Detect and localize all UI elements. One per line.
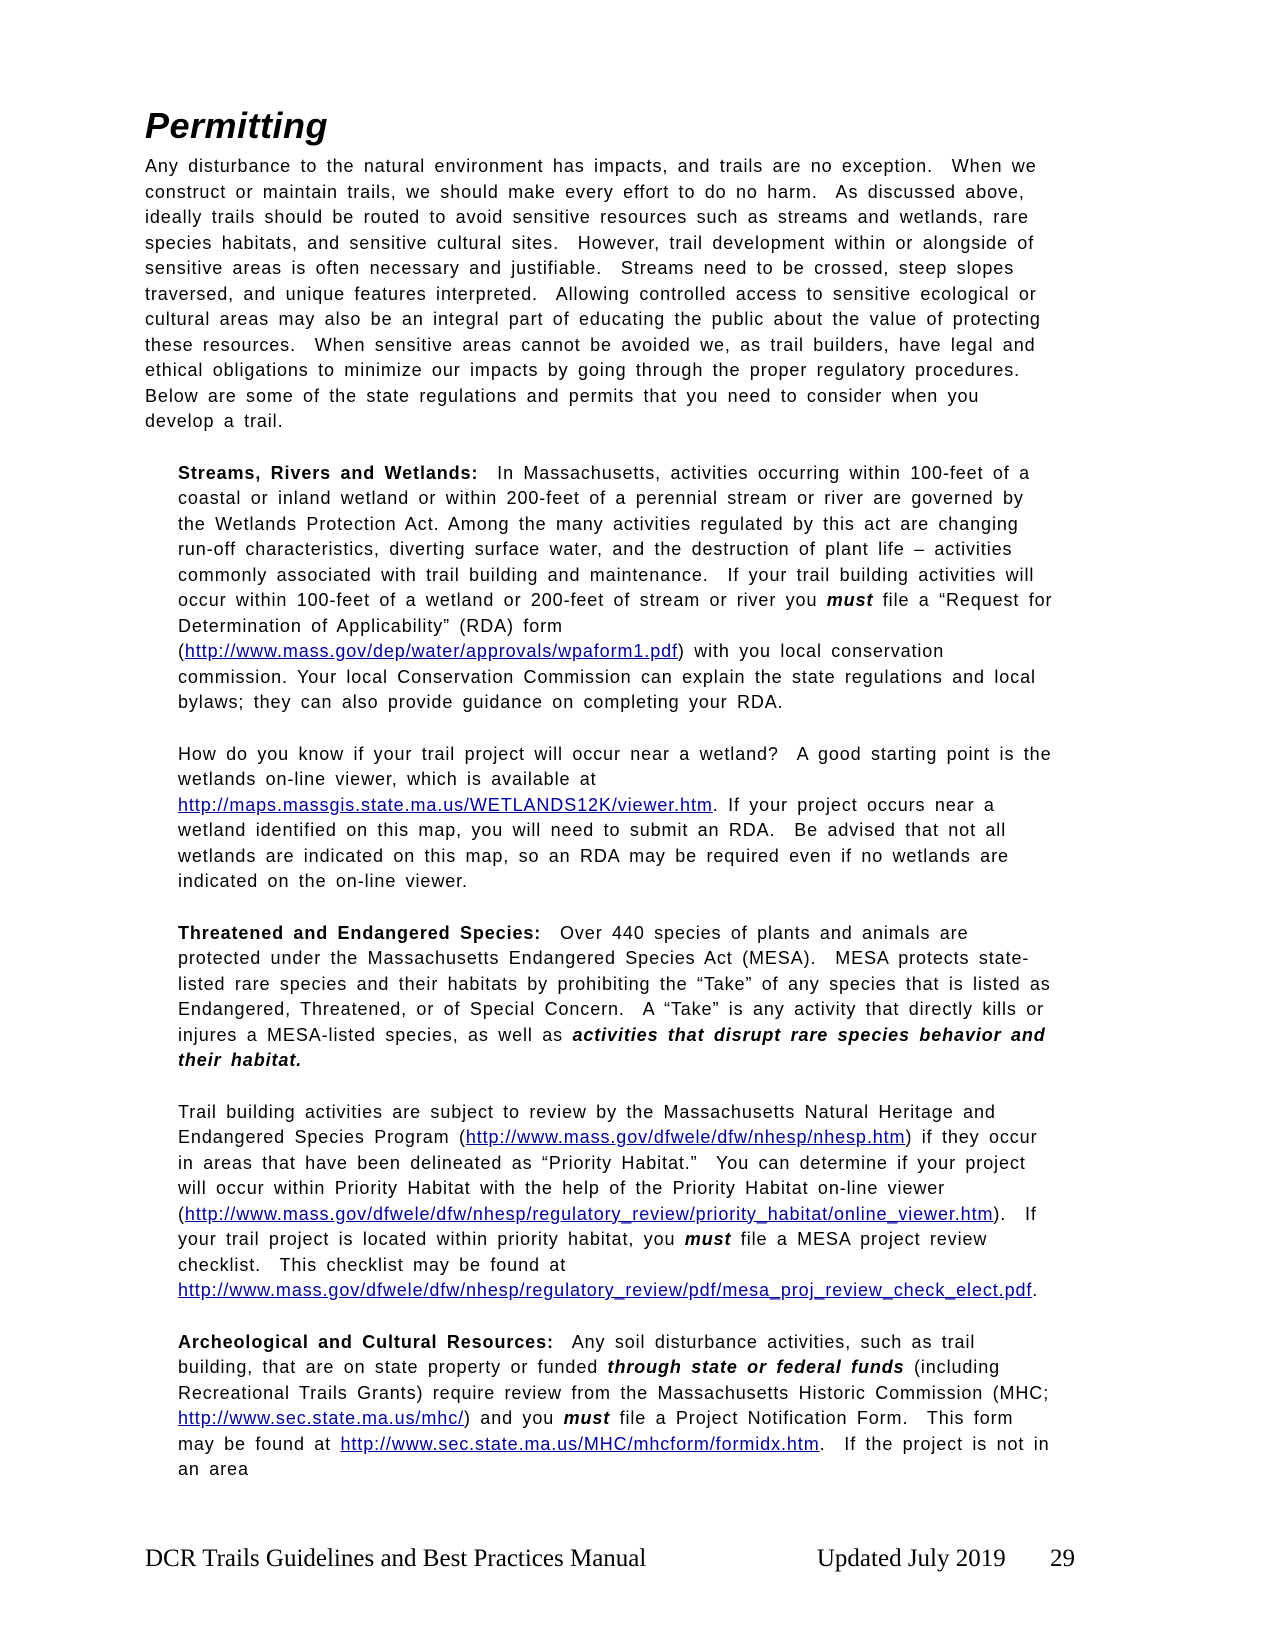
- hyperlink[interactable]: http://www.mass.gov/dfwele/dfw/nhesp/regulatory_review/priority_habitat/online_viewer.htm: [184, 1203, 994, 1224]
- footer-page-number: 29: [1050, 1545, 1075, 1572]
- wetlands-viewer-paragraph: [178, 742, 1061, 895]
- text-run: How do you know if your trail project will occur near a wetland? A good starting point is the wetlands on-line viewer, which is available at: [178, 743, 1061, 789]
- text-run: must: [563, 1408, 611, 1428]
- text-run: Over 440 species of plants and animals are protected under the Massachusetts Endangered Species Act (MESA). MESA protects state-listed rare species and their habitats by prohibiting the “Take” of any species that is listed as Endangered, Threatened, or of Special Concern. A “Take” is any activity that directly kills or injures a MESA-listed species, as well as: [178, 922, 1061, 1045]
- page-title: Permitting: [145, 105, 329, 146]
- text-run: must: [684, 1229, 732, 1249]
- hyperlink[interactable]: http://www.mass.gov/dfwele/dfw/nhesp/nhesp.htm: [465, 1127, 906, 1147]
- text-run: ) and you: [464, 1408, 564, 1428]
- hyperlink[interactable]: http://www.mass.gov/dfwele/dfw/nhesp/regulatory_review/pdf/mesa_proj_review_check_elect.pdf: [178, 1280, 1033, 1300]
- text-run: activities that disrupt rare species behavior and their habitat.: [178, 1024, 1056, 1070]
- text-run: . If the project is not in an area: [178, 1433, 1059, 1479]
- streams-rivers-wetlands-paragraph: [178, 461, 1062, 716]
- hyperlink[interactable]: http://www.mass.gov/dep/water/approvals/wpaform1.pdf: [184, 641, 678, 661]
- text-run: In Massachusetts, activities occurring within 100-feet of a coastal or inland wetland or within 200-feet of a perennial stream or river are governed by the Wetlands Protection Act. Among the many activities regulated by this act are changing run-off characteristics, diverting surface water, and the destruction of plant life – activities commonly associated with trail building and maintenance. If your trail building activities will occur within 100-feet of a wetland or 200-feet of stream or river you: [178, 462, 1044, 610]
- hyperlink[interactable]: http://www.sec.state.ma.us/MHC/mhcform/formidx.htm: [340, 1433, 820, 1454]
- text-run: . If your project occurs near a wetland identified on this map, you will need to submit an RDA. Be advised that not all wetlands are indicated on this map, so an RDA may be required even if no wetlands are indicated on the on-line viewer.: [178, 794, 1019, 891]
- hyperlink[interactable]: http://maps.massgis.state.ma.us/WETLANDS12K/viewer.htm: [178, 794, 713, 815]
- priority-habitat-paragraph: [178, 1100, 1053, 1304]
- document-body: [145, 154, 1080, 1483]
- text-run: through state or federal funds: [607, 1357, 905, 1377]
- text-run: file a MESA project review checklist. This checklist may be found at: [178, 1229, 997, 1275]
- intro-paragraph: [145, 154, 1050, 435]
- text-run: Archeological and Cultural Resources:: [178, 1331, 554, 1352]
- archeological-cultural-resources-paragraph: [178, 1330, 1059, 1483]
- text-run: Any disturbance to the natural environment has impacts, and trails are no exception. When we construct or maintain trails, we should make every effort to do no harm. As discussed above, ideally trails should be routed to avoid sensitive resources such as streams and wetlands, rare species habitats, and sensitive cultural sites. However, trail development within or alongside of sensitive areas is often necessary and justifiable. Streams need to be crossed, steep slopes traversed, and unique features interpreted. Allowing controlled access to sensitive ecological or cultural areas may also be an integral part of educating the public about the value of protecting these resources. When sensitive areas cannot be avoided we, as trail builders, have legal and ethical obligations to minimize our impacts by going through the proper regulatory procedures. Below are some of the state regulations and permits that you need to consider when you develop a trail.: [145, 156, 1051, 431]
- hyperlink[interactable]: http://www.sec.state.ma.us/mhc/: [178, 1408, 464, 1428]
- text-run: Trail building activities are subject to review by the Massachusetts Natural Heritage and Endangered Species Program (: [178, 1101, 1006, 1147]
- threatened-endangered-species-paragraph: [178, 921, 1061, 1074]
- text-run: file a Project Notification Form. This form may be found at: [178, 1408, 1023, 1454]
- text-run: ) if they occur in areas that have been delineated as “Priority Habitat.” You can determine if your project will occur within Priority Habitat with the help of the Priority Habitat on-line viewer (: [178, 1127, 1047, 1224]
- text-run: file a “Request for Determination of Applicability” (RDA) form (: [178, 590, 1062, 661]
- footer-right: [817, 1544, 1075, 1574]
- page-footer: [145, 1544, 1075, 1574]
- text-run: Any soil disturbance activities, such as trail building, that are on state property or funded: [178, 1331, 985, 1377]
- footer-manual-title: DCR Trails Guidelines and Best Practices Manual: [145, 1545, 647, 1572]
- text-run: ). If your trail project is located within priority habitat, you: [178, 1203, 1047, 1249]
- text-run: (including Recreational Trails Grants) require review from the Massachusetts Historic Commission (MHC;: [178, 1357, 1059, 1403]
- footer-updated-date: Updated July 2019: [816, 1545, 1006, 1572]
- text-run: ) with you local conservation commission. Your local Conservation Commission can explain the state regulations and local bylaws; they can also provide guidance on completing your RDA.: [178, 641, 1046, 712]
- text-run: Streams, Rivers and Wetlands:: [178, 462, 479, 483]
- text-run: .: [1032, 1280, 1039, 1300]
- text-run: must: [826, 590, 874, 610]
- text-run: Threatened and Endangered Species:: [178, 922, 542, 943]
